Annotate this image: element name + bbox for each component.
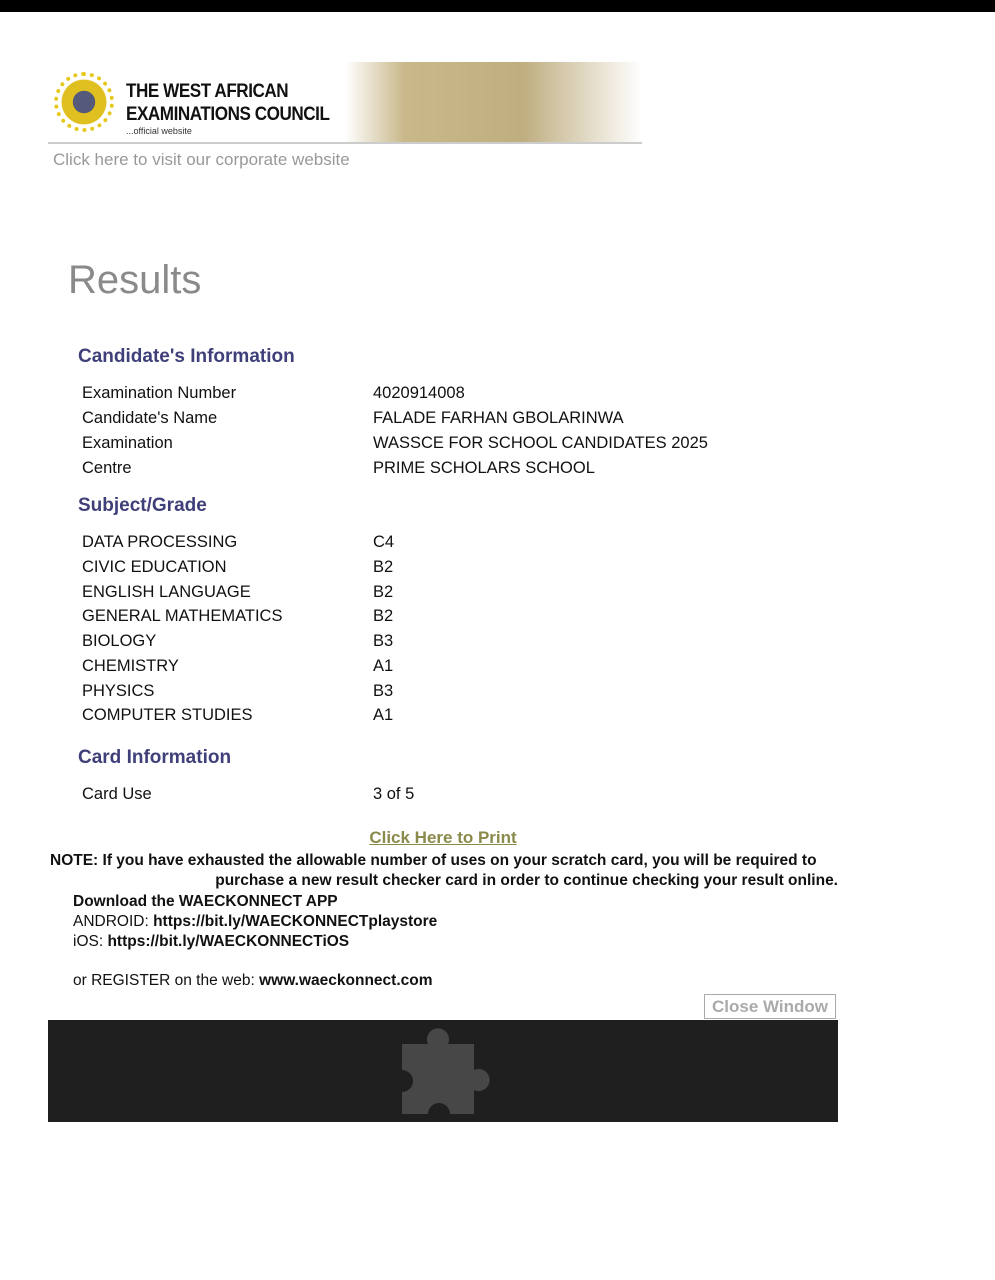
subject: BIOLOGY: [82, 632, 157, 650]
subject-row: [82, 682, 782, 704]
value: 3 of 5: [373, 785, 415, 803]
subject-row: [82, 607, 782, 629]
download-title: Download the WAECKONNECT APP: [73, 893, 338, 910]
register-label: or REGISTER on the web:: [73, 972, 260, 989]
grade: C4: [373, 533, 395, 551]
subject-row: [82, 583, 782, 605]
info-row: [82, 434, 782, 456]
grade: B3: [373, 682, 394, 700]
register-line: [73, 972, 433, 990]
label: Examination: [82, 434, 173, 452]
label: Centre: [82, 459, 132, 477]
info-row: [82, 384, 782, 406]
label: Candidate's Name: [82, 409, 218, 427]
value: 4020914008: [373, 384, 465, 402]
subject-row: [82, 632, 782, 654]
note-line2: purchase a new result checker card in order to continue checking your result online.: [215, 872, 838, 889]
note: [50, 851, 838, 891]
org-line2: EXAMINATIONS COUNCIL: [126, 104, 330, 125]
grade: A1: [373, 706, 394, 724]
card-use-row: [82, 785, 782, 807]
tagline: ...official website: [126, 126, 192, 136]
subject: DATA PROCESSING: [82, 533, 238, 551]
value: FALADE FARHAN GBOLARINWA: [373, 409, 624, 427]
grade: B2: [373, 583, 394, 601]
subject-row: [82, 533, 782, 555]
plugin-placeholder: [48, 1020, 838, 1122]
org-name: [126, 80, 329, 126]
subject-row: [82, 706, 782, 728]
ios-line: [73, 933, 349, 951]
puzzle-piece-icon: [400, 1026, 492, 1116]
close-window-button[interactable]: Close Window: [704, 994, 836, 1019]
register-url: www.waeckonnect.com: [259, 972, 433, 989]
android-line: [73, 913, 437, 931]
grade: B2: [373, 558, 394, 576]
ios-url: https://bit.ly/WAECKONNECTiOS: [107, 933, 350, 950]
subject: CHEMISTRY: [82, 657, 179, 675]
print-link[interactable]: Click Here to Print: [369, 828, 517, 847]
subject: PHYSICS: [82, 682, 155, 700]
candidate-info-heading: Candidate's Information: [78, 346, 295, 367]
info-row: [82, 409, 782, 431]
grade: B2: [373, 607, 394, 625]
waec-banner: [48, 62, 642, 144]
waec-seal-logo: [58, 76, 110, 128]
subject-row: [82, 657, 782, 679]
value: PRIME SCHOLARS SCHOOL: [373, 459, 595, 477]
label: Card Use: [82, 785, 152, 803]
corporate-website-link[interactable]: Click here to visit our corporate website: [53, 150, 350, 169]
info-row: [82, 459, 782, 481]
page-title: Results: [68, 258, 202, 302]
grade: A1: [373, 657, 394, 675]
card-info-heading: Card Information: [78, 747, 232, 768]
value: WASSCE FOR SCHOOL CANDIDATES 2025: [373, 434, 708, 452]
subject: ENGLISH LANGUAGE: [82, 583, 251, 601]
subject: GENERAL MATHEMATICS: [82, 607, 283, 625]
android-url: https://bit.ly/WAECKONNECTplaystore: [153, 913, 438, 930]
subject: CIVIC EDUCATION: [82, 558, 227, 576]
grade: B3: [373, 632, 394, 650]
subject-grade-heading: Subject/Grade: [78, 495, 207, 516]
note-line1: NOTE: If you have exhausted the allowable number of uses on your scratch card, you will be required to: [50, 852, 817, 869]
ios-label: iOS:: [73, 933, 108, 950]
label: Examination Number: [82, 384, 237, 402]
org-line1: THE WEST AFRICAN: [126, 81, 289, 102]
top-bar: [0, 0, 995, 12]
android-label: ANDROID:: [73, 913, 154, 930]
subject-row: [82, 558, 782, 580]
subject: COMPUTER STUDIES: [82, 706, 253, 724]
